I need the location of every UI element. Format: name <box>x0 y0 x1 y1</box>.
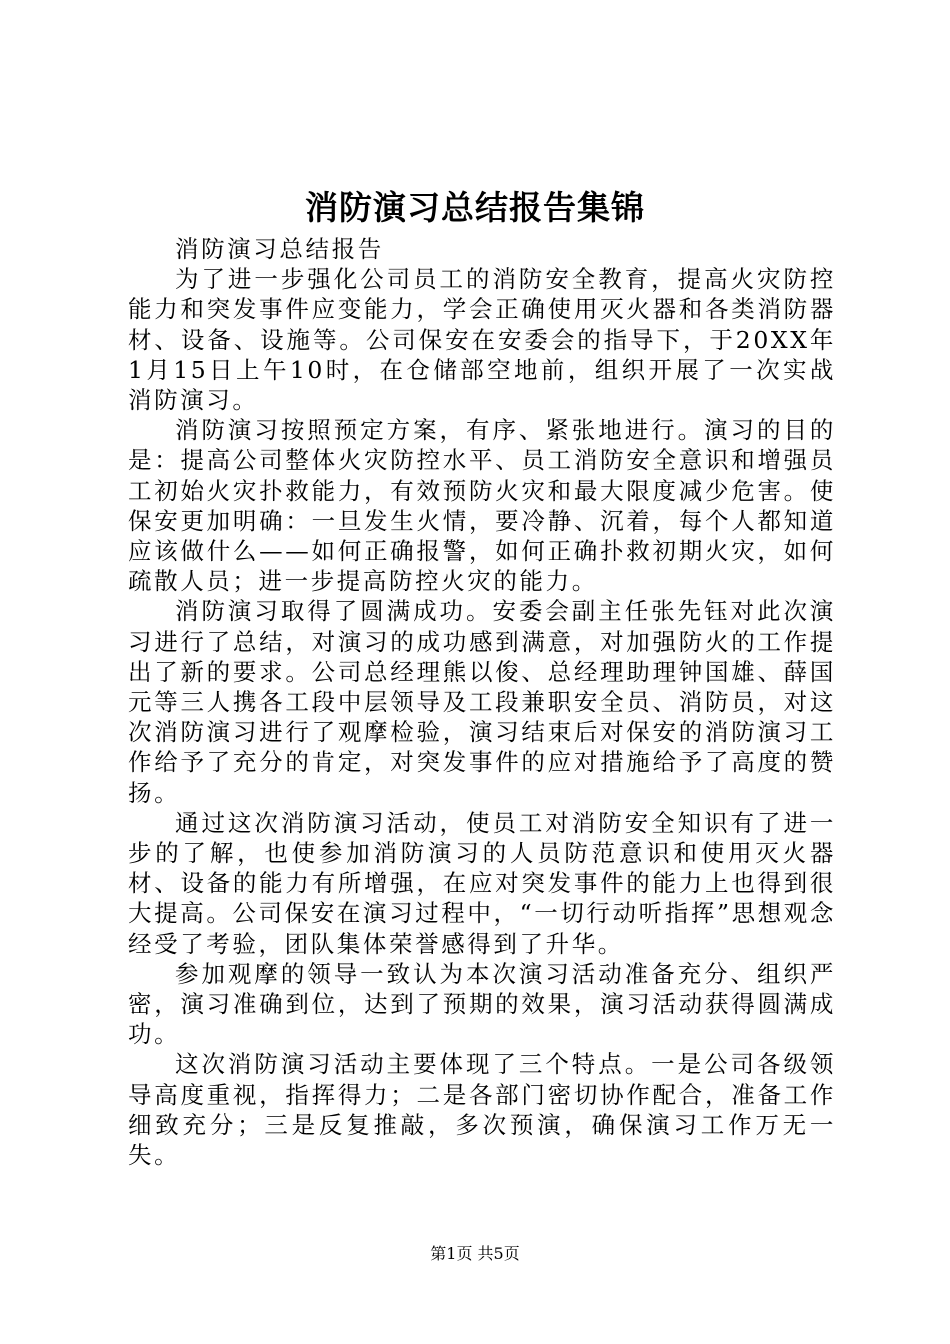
page-number-footer: 第1页 共5页 <box>430 1244 520 1263</box>
paragraph-3: 消防演习取得了圆满成功。安委会副主任张先钰对此次演习进行了总结，对演习的成功感到满意，对加强防火的工作提出了新的要求。公司总经理熊以俊、总经理助理钟国雄、薛国元等三人携各工段中层领导及工段兼职安全员、消防员，对这次消防演习进行了观摩检验，演习结束后对保安的消防演习工作给予了充分的肯定，对突发事件的应对措施给予了高度的赞扬。 <box>128 597 836 807</box>
paragraph-4: 通过这次消防演习活动，使员工对消防安全知识有了进一步的了解，也使参加消防演习的人员防范意识和使用灭火器材、设备的能力有所增强，在应对突发事件的能力上也得到很大提高。公司保安在演习过程中，“一切行动听指挥”思想观念经受了考验，团队集体荣誉感得到了升华。 <box>128 808 836 958</box>
document-title: 消防演习总结报告集锦 <box>305 188 645 227</box>
paragraph-5: 参加观摩的领导一致认为本次演习活动准备充分、组织严密，演习准确到位，达到了预期的效果，演习活动获得圆满成功。 <box>128 959 836 1049</box>
paragraph-1: 为了进一步强化公司员工的消防安全教育，提高火灾防控能力和突发事件应变能力，学会正确使用灭火器和各类消防器材、设备、设施等。公司保安在安委会的指导下，于20XX年1月15日上午10时，在仓储部空地前，组织开展了一次实战消防演习。 <box>128 265 836 415</box>
paragraph-subtitle: 消防演习总结报告 <box>175 235 384 263</box>
document-body <box>128 234 836 1170</box>
paragraph-2: 消防演习按照预定方案，有序、紧张地进行。演习的目的是：提高公司整体火灾防控水平、员工消防安全意识和增强员工初始火灾扑救能力，有效预防火灾和最大限度减少危害。使保安更加明确：一旦发生火情，要冷静、沉着，每个人都知道应该做什么——如何正确报警，如何正确扑救初期火灾，如何疏散人员；进一步提高防控火灾的能力。 <box>128 416 836 596</box>
paragraph-6: 这次消防演习活动主要体现了三个特点。一是公司各级领导高度重视，指挥得力；二是各部门密切协作配合，准备工作细致充分；三是反复推敲，多次预演，确保演习工作万无一失。 <box>128 1050 836 1170</box>
